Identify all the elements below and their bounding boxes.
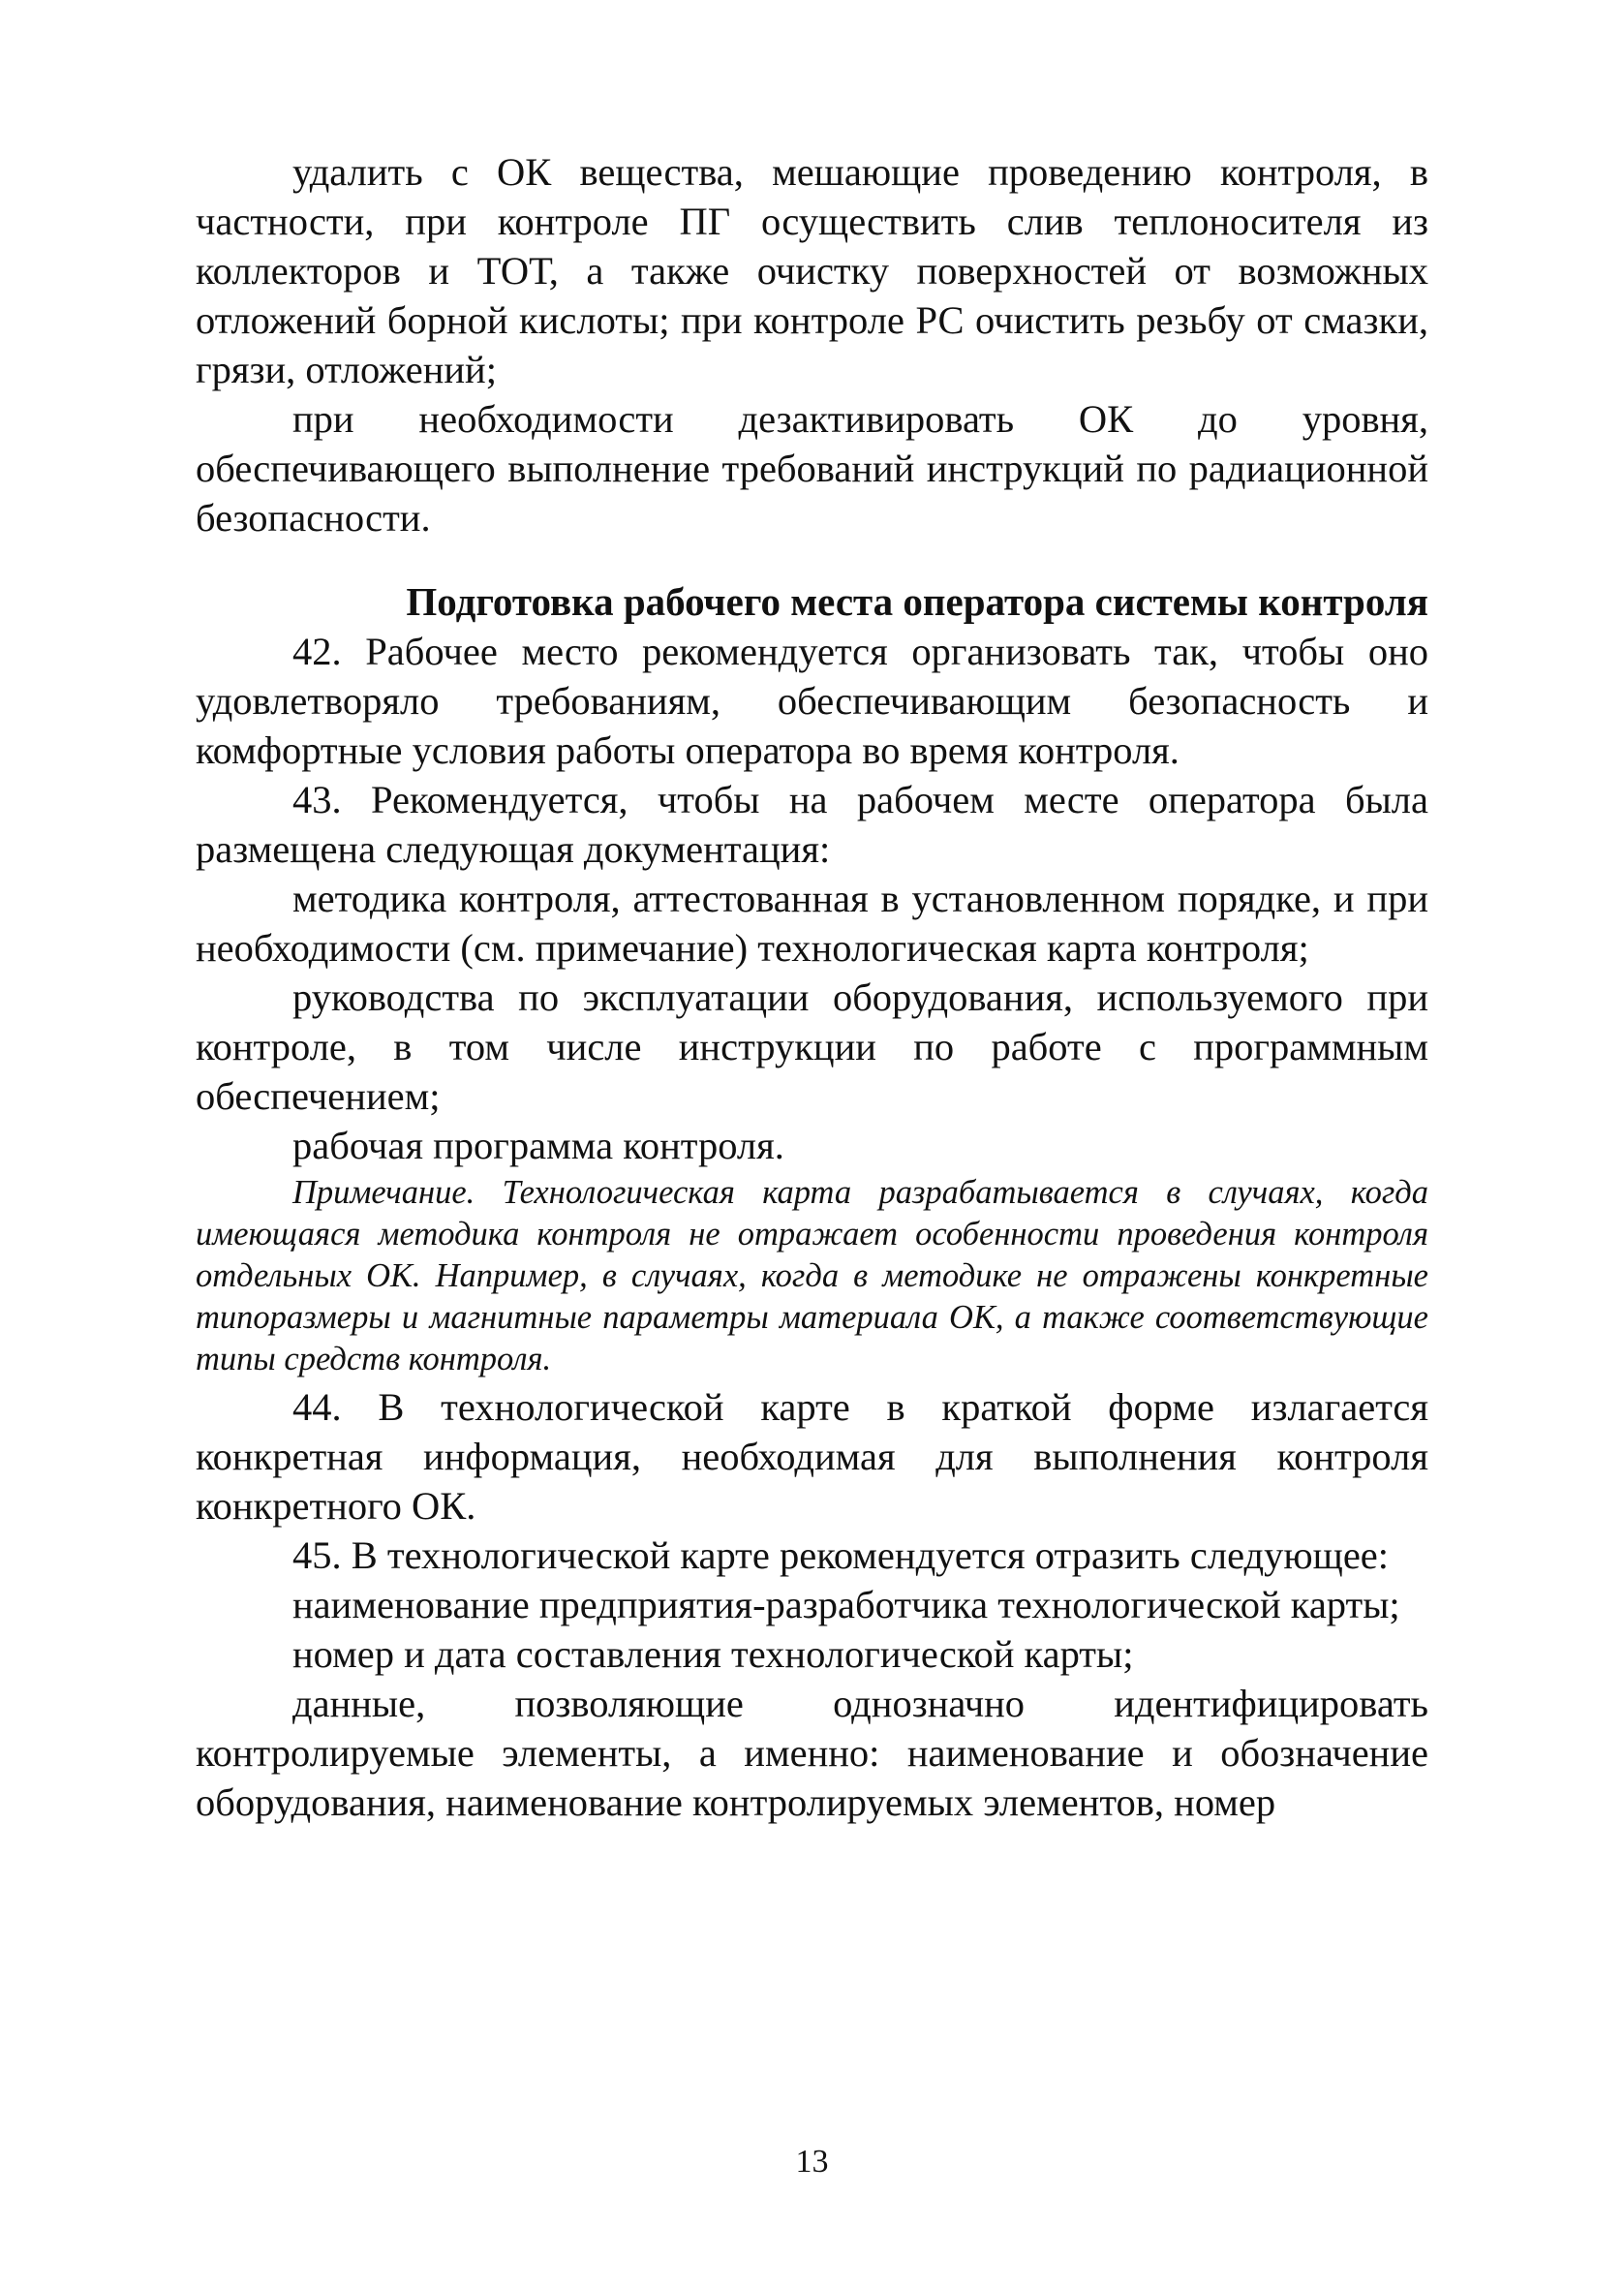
list-item-number-date: номер и дата составления технологической карты; bbox=[292, 1632, 1134, 1676]
list-item-identification-data: данные, позволяющие однозначно идентифицировать контролируемые элементы, а именно: наименование и обозначение оборудования, наименование контролируемых элементов, номер bbox=[196, 1682, 1428, 1824]
paragraph-decontaminate: при необходимости дезактивировать ОК до уровня, обеспечивающего выполнение требований инструкций по радиационной безопасности. bbox=[196, 397, 1428, 540]
document-page bbox=[196, 147, 1428, 1827]
paragraph-remove-substances: удалить с ОК вещества, мешающие проведению контроля, в частности, при контроле ПГ осуществить слив теплоносителя из коллекторов и ТОТ, а также очистку поверхностей от возможных отложений борной кислоты; при контроле РС очистить резьбу от смазки, грязи, отложений; bbox=[196, 150, 1428, 391]
note: Примечание. Технологическая карта разрабатывается в случаях, когда имеющаяся методика контроля не отражает особенности проведения контроля отдельных ОК. Например, в случаях, когда в методике не отражены конкретные типоразмеры и магнитные параметры материала ОК, а также соответствующие типы средств контроля. bbox=[196, 1174, 1428, 1377]
paragraph-44: 44. В технологической карте в краткой форме излагается конкретная информация, необходимая для выполнения контроля конкретного ОК. bbox=[196, 1385, 1428, 1528]
list-item-manuals: руководства по эксплуатации оборудования, используемого при контроле, в том числе инструкции по работе с программным обеспечением; bbox=[196, 975, 1428, 1118]
page-number: 13 bbox=[795, 2144, 829, 2180]
list-item-developer: наименование предприятия-разработчика технологической карты; bbox=[292, 1583, 1400, 1626]
list-item-methodology: методика контроля, аттестованная в установленном порядке, и при необходимости (см. примечание) технологическая карта контроля; bbox=[196, 877, 1428, 970]
list-item-work-program: рабочая программа контроля. bbox=[292, 1124, 784, 1167]
paragraph-45: 45. В технологической карте рекомендуется отразить следующее: bbox=[292, 1533, 1390, 1577]
section-heading: Подготовка рабочего места оператора системы контроля bbox=[406, 579, 1428, 624]
paragraph-43: 43. Рекомендуется, чтобы на рабочем месте оператора была размещена следующая документация: bbox=[196, 778, 1428, 871]
paragraph-42: 42. Рабочее место рекомендуется организовать так, чтобы оно удовлетворяло требованиям, обеспечивающим безопасность и комфортные условия работы оператора во время контроля. bbox=[196, 630, 1428, 772]
